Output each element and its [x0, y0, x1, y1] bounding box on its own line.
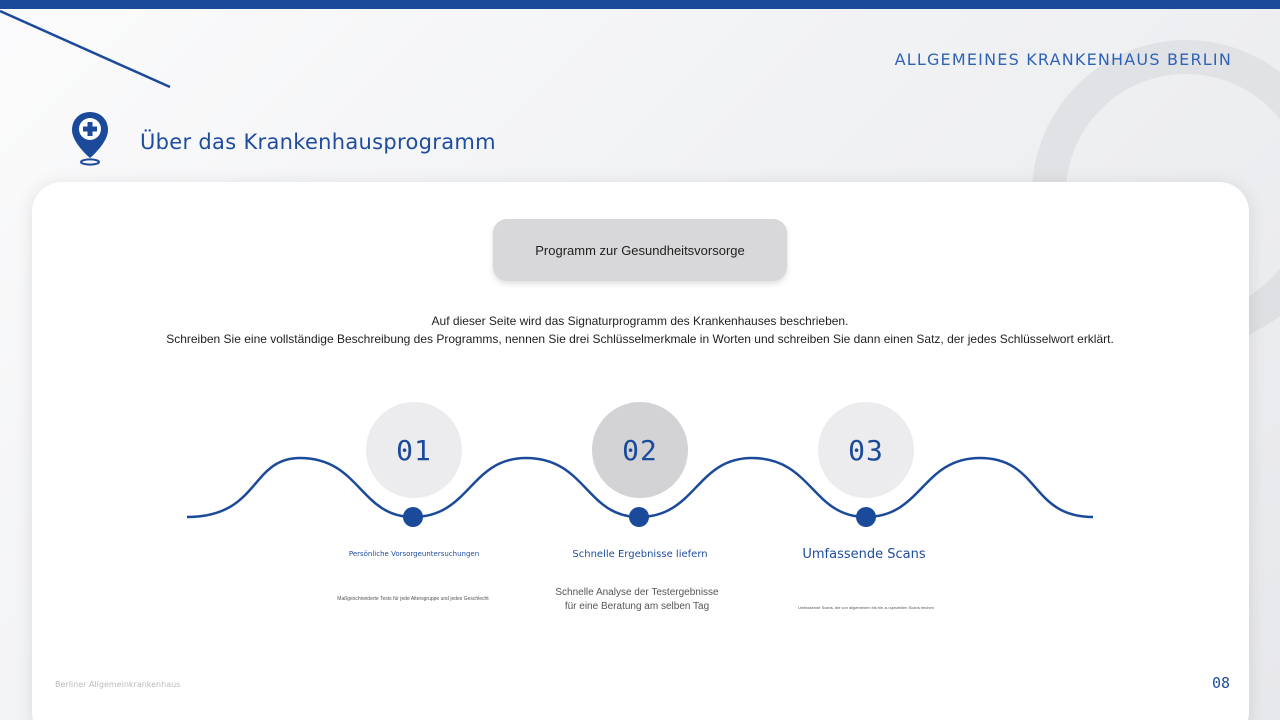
top-accent-bar [0, 0, 1280, 9]
step-label-3: Umfassende Scans [802, 547, 926, 562]
page-title: Über das Krankenhausprogramm [140, 130, 496, 154]
step-description-2-line-2: für eine Beratung am selben Tag [564, 601, 710, 612]
program-description [140, 312, 1140, 348]
step-description-2 [537, 586, 737, 614]
description-line-1: Auf dieser Seite wird das Signaturprogramm des Krankenhauses beschrieben. [431, 314, 849, 328]
hospital-name: ALLGEMEINES KRANKENHAUS BERLIN [894, 50, 1232, 69]
footer-hospital-name: Berliner Allgemeinkrankenhaus [55, 680, 181, 689]
step-label-1: Persönliche Vorsorgeuntersuchungen [348, 550, 480, 558]
step-label-2: Schnelle Ergebnisse liefern [572, 549, 708, 560]
step-description-2-line-1: Schnelle Analyse der Testergebnisse [555, 587, 719, 598]
description-line-2: Schreiben Sie eine vollständige Beschreibung des Programms, nennen Sie drei Schlüsselmerkmale in Worten und schreiben Sie dann einen Satz, der jedes Schlüsselwort erklärt. [166, 332, 1114, 346]
step-number-3: 03 [818, 402, 914, 498]
step-number-1: 01 [366, 402, 462, 498]
step-number-2: 02 [592, 402, 688, 498]
map-pin-medical-icon [70, 110, 110, 166]
program-badge: Programm zur Gesundheitsvorsorge [493, 219, 787, 281]
decorative-diagonal-line [0, 9, 180, 94]
page-number: 08 [1211, 674, 1230, 692]
step-description-3: Umfassende Scans, die von allgemeinen bis hin zu speziellen Scans reichen [798, 605, 934, 610]
step-description-1: Maßgeschneiderte Tests für jede Altersgruppe und jedes Geschlecht [337, 596, 489, 602]
